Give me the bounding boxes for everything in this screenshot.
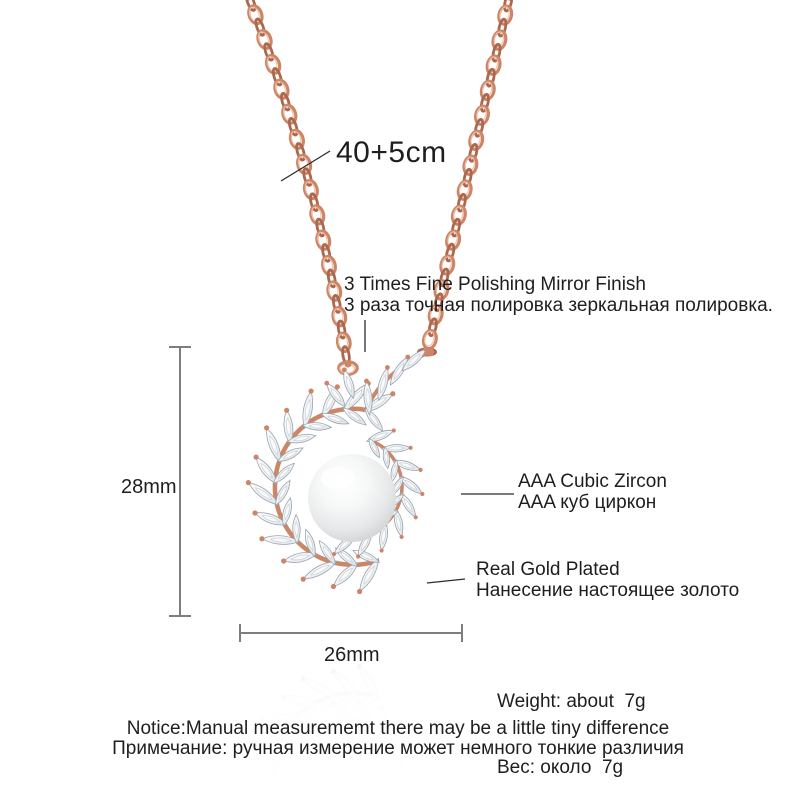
chain-length-label: 40+5cm xyxy=(336,137,447,169)
necklace-chain xyxy=(237,0,519,374)
plating-annotation xyxy=(476,559,739,601)
zircon-annotation xyxy=(518,471,667,513)
zircon-label-en: AAA Cubic Zircon xyxy=(518,471,667,492)
pearl xyxy=(308,454,396,542)
zircon-label-ru: AAA куб циркон xyxy=(518,492,667,513)
pendant-height-label: 28mm xyxy=(121,477,177,498)
polish-label-ru: 3 раза точная полировка зеркальная полировка. xyxy=(344,295,773,316)
notice-label-en: Notice:Manual measurememt there may be a little tiny difference xyxy=(0,719,796,739)
plating-label-ru: Нанесение настоящее золото xyxy=(476,580,739,601)
pendant-width-label: 26mm xyxy=(324,645,380,666)
pendant xyxy=(246,347,434,594)
callout-line-plating xyxy=(427,579,465,583)
pearl-highlight xyxy=(321,467,355,489)
notice-annotation xyxy=(0,719,796,759)
polish-label-en: 3 Times Fine Polishing Mirror Finish xyxy=(344,274,773,295)
weight-label-ru: Вес: около 7g xyxy=(497,757,646,779)
weight-label-en: Weight: about 7g xyxy=(497,691,646,713)
polish-annotation xyxy=(344,274,773,316)
notice-label-ru: Примечание: ручная измерение может немного тонкие различия xyxy=(0,739,796,759)
plating-label-en: Real Gold Plated xyxy=(476,559,739,580)
